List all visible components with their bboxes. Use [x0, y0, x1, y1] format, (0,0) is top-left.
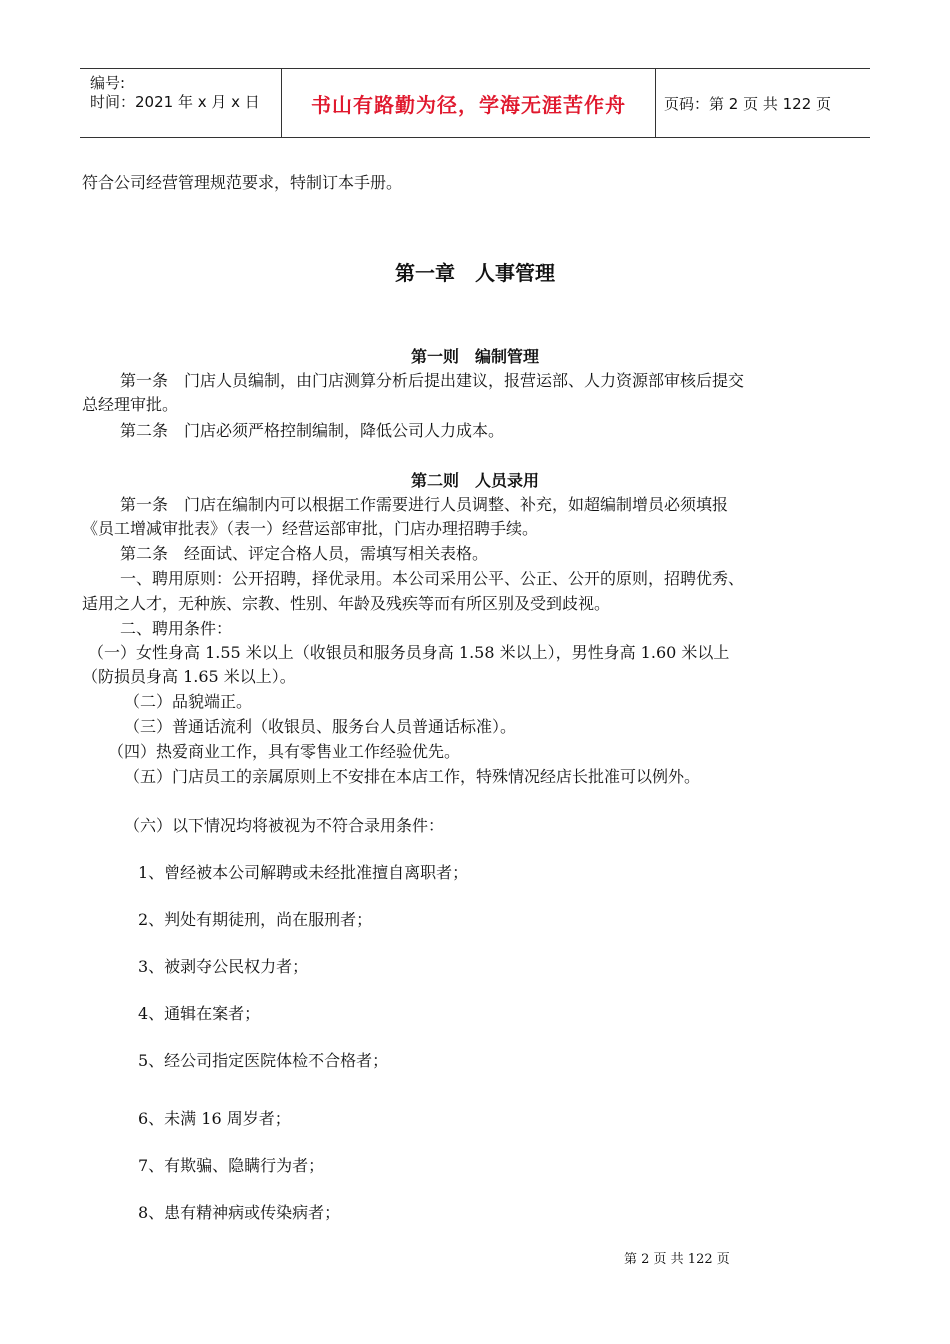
list-item: 3、被剥夺公民权力者； — [138, 957, 309, 976]
paragraph-line: （三）普通话流利（收银员、服务台人员普通话标准）。 — [124, 717, 517, 736]
paragraph-line: 二、聘用条件： — [120, 619, 233, 638]
list-item: 7、有欺骗、隐瞒行为者； — [138, 1156, 325, 1175]
page-footer: 第 2 页 共 122 页 — [624, 1252, 730, 1267]
paragraph-line: 总经理审批。 — [82, 395, 179, 414]
list-item: 2、判处有期徒刑，尚在服刑者； — [138, 910, 373, 929]
paragraph-line: （四）热爱商业工作，具有零售业工作经验优先。 — [108, 742, 461, 761]
paragraph-line: （六）以下情况均将被视为不符合录用条件： — [124, 816, 445, 835]
list-item: 1、曾经被本公司解聘或未经批准擅自离职者； — [138, 863, 469, 882]
paragraph-line: 《员工增减审批表》（表一）经营运部审批，门店办理招聘手续。 — [82, 519, 539, 538]
paragraph-line: 第一条 门店在编制内可以根据工作需要进行人员调整、补充，如超编制增员必须填报 — [120, 495, 729, 514]
section-title-staffing: 第一则 编制管理 — [410, 347, 539, 366]
paragraph-line: 第二条 经面试、评定合格人员，需填写相关表格。 — [120, 544, 489, 563]
paragraph-line: 第二条 门店必须严格控制编制，降低公司人力成本。 — [120, 421, 505, 440]
header-time-label: 时间：2021 年 x 月 x 日 — [90, 93, 260, 111]
header-page-label: 页码：第 2 页 共 122 页 — [664, 94, 832, 113]
list-item: 8、患有精神病或传染病者； — [138, 1203, 341, 1222]
paragraph-line: （五）门店员工的亲属原则上不安排在本店工作，特殊情况经店长批准可以例外。 — [124, 767, 701, 786]
header-motto: 书山有路勤为径，学海无涯苦作舟 — [282, 69, 656, 137]
paragraph-line: 第一条 门店人员编制，由门店测算分析后提出建议，报营运部、人力资源部审核后提交 — [120, 371, 745, 390]
paragraph-line: 一、聘用原则：公开招聘，择优录用。本公司采用公平、公正、公开的原则，招聘优秀、 — [120, 569, 745, 588]
paragraph-line: （一）女性身高 1.55 米以上（收银员和服务员身高 1.58 米以上），男性身高 1.60 米以上 — [88, 643, 730, 662]
paragraph-line: （防损员身高 1.65 米以上）。 — [82, 667, 296, 686]
list-item: 4、通辑在案者； — [138, 1004, 261, 1023]
paragraph-line: 适用之人才，无种族、宗教、性别、年龄及残疾等而有所区别及受到歧视。 — [82, 594, 611, 613]
paragraph-line: （二）品貌端正。 — [124, 692, 253, 711]
list-item: 6、未满 16 周岁者； — [138, 1109, 291, 1128]
header-number-label: 编号: — [90, 74, 126, 92]
header-meta-cell — [80, 69, 282, 137]
page-header — [80, 68, 870, 138]
intro-text: 符合公司经营管理规范要求，特制订本手册。 — [82, 173, 403, 192]
list-item: 5、经公司指定医院体检不合格者； — [138, 1051, 389, 1070]
chapter-title: 第一章 人事管理 — [395, 261, 555, 285]
section-title-recruitment: 第二则 人员录用 — [410, 471, 539, 490]
